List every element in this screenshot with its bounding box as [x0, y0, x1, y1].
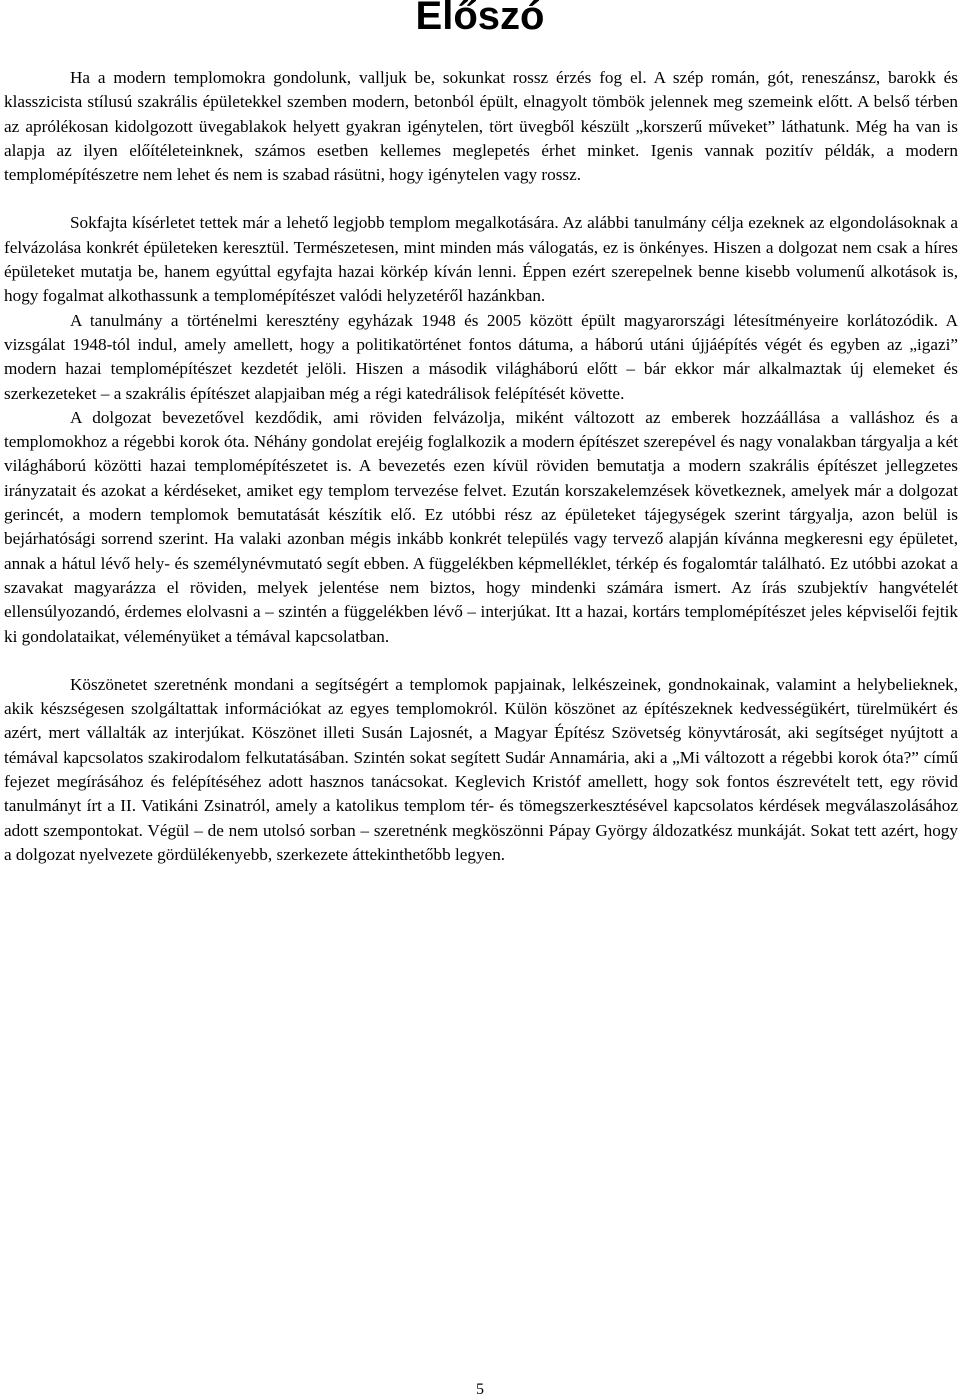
paragraph-scope: A tanulmány a történelmi keresztény egyházak 1948 és 2005 között épült magyarországi létesítményeire korlátozódik. A vizsgálat 1948-tól indul, amely amellett, hogy a politikatörténet fontos dátuma, a háború utáni újjáépítés végét és egyben az „igazi” modern hazai templomépítészet kezdetét jelöli. Hiszen a második világháború előtt – bár ekkor már alkalmaztak új elemeket és szerkezeteket – a szakrális építészet alapjaiban még a régi katedrálisok felépítését követte. [4, 310, 958, 403]
document-body [4, 66, 958, 867]
page-number: 5 [476, 1381, 484, 1398]
paragraph-spacer [4, 649, 958, 673]
paragraph-intro: Ha a modern templomokra gondolunk, valljuk be, sokunkat rossz érzés fog el. A szép román, gót, reneszánsz, barokk és klasszicista stílusú szakrális épületekkel szemben modern, betonból épült, elnagyolt tömbök jelennek meg szemeink előtt. A belső térben az aprólékosan kidolgozott üvegablakok helyett gyakran igénytelen, tört üvegből készült „korszerű műveket” láthatunk. Még ha van is alapja az ilyen előítéleteinknek, számos esetben kellemes meglepetés érhet minket. Igenis vannak pozitív példák, a modern templomépítészetre nem lehet és nem is szabad rásütni, hogy igénytelen vagy rossz. [4, 68, 958, 185]
paragraph-spacer [4, 187, 958, 211]
paragraph-acknowledgements: Köszönetet szeretnénk mondani a segítségért a templomok papjainak, lelkészeinek, gondnokainak, valamint a helybelieknek, akik készségesen szolgáltattak információkat az egyes templomokról. Külön köszönet az építészeknek kedvességükért, türelmükért és azért, mert vállalták az interjúkat. Köszönet illeti Susán Lajosnét, a Magyar Építész Szövetség könyvtárosát, aki segítséget nyújtott a témával kapcsolatos szakirodalom felkutatásában. Szintén sokat segített Sudár Annamária, aki a „Mi változott a régebbi korok óta?” című fejezet megírásához és felépítéséhez adott hasznos tanácsokat. Keglevich Kristóf amellett, hogy sok fontos észrevételt tett, egy rövid tanulmányt írt a II. Vatikáni Zsinatról, amely a katolikus templom tér- és tömegszerkesztésével kapcsolatos kérdések megválaszolásához adott szempontokat. Végül – de nem utolsó sorban – szeretnénk megköszönni Pápay György áldozatkész munkáját. Sokat tett azért, hogy a dolgozat nyelvezete gördülékenyebb, szerkezete áttekinthetőbb legyen. [4, 674, 958, 864]
paragraph-purpose: Sokfajta kísérletet tettek már a lehető legjobb templom megalkotására. Az alábbi tanulmány célja ezeknek az elgondolásoknak a felvázolása konkrét épületeken keresztül. Természetesen, mint minden más válogatás, ez is önkényes. Hiszen a dolgozat nem csak a híres épületeket mutatja be, hanem egyúttal egyfajta hazai körkép kíván lenni. Éppen ezért szerepelnek benne kisebb volumenű alkotások is, hogy fogalmat alkothassunk a templomépítészet valódi helyzetéről hazánkban. [4, 213, 958, 306]
paragraph-structure: A dolgozat bevezetővel kezdődik, ami röviden felvázolja, miként változott az emberek hozzáállása a valláshoz és a templomokhoz a régebbi korok óta. Néhány gondolat erejéig foglalkozik a modern építészet szerepével és nagy vonalakban tárgyalja a két világháború közötti hazai templomépítészetet is. A bevezetés ezen kívül röviden bemutatja a modern szakrális építészet jellegzetes irányzatait és azokat a kérdéseket, amiket egy templom tervezése felvet. Ezután korszakelemzések következnek, amelyek már a dolgozat gerincét, a modern templomok bemutatását készítik elő. Ez utóbbi rész az épületeket tájegységek szerint tárgyalja, azon belül is bejárhatósági sorrend szerint. Ha valaki azonban mégis inkább konkrét település vagy tervező alapján kívánna megkeresni egy épületet, annak a hátul lévő hely- és személynévmutató segít ebben. A függelékben képmelléklet, térkép és fogalomtár található. Ez utóbbi azokat a szavakat magyarázza el röviden, melyek jelentése nem biztos, hogy mindenki számára ismert. Az írás szubjektív hangvételét ellensúlyozandó, érdemes elolvasni a – szintén a függelékben lévő – interjúkat. Itt a hazai, kortárs templomépítészet jeles képviselői fejtik ki gondolataikat, véleményüket a témával kapcsolatban. [4, 407, 958, 646]
page-title: Előszó [415, 0, 545, 38]
